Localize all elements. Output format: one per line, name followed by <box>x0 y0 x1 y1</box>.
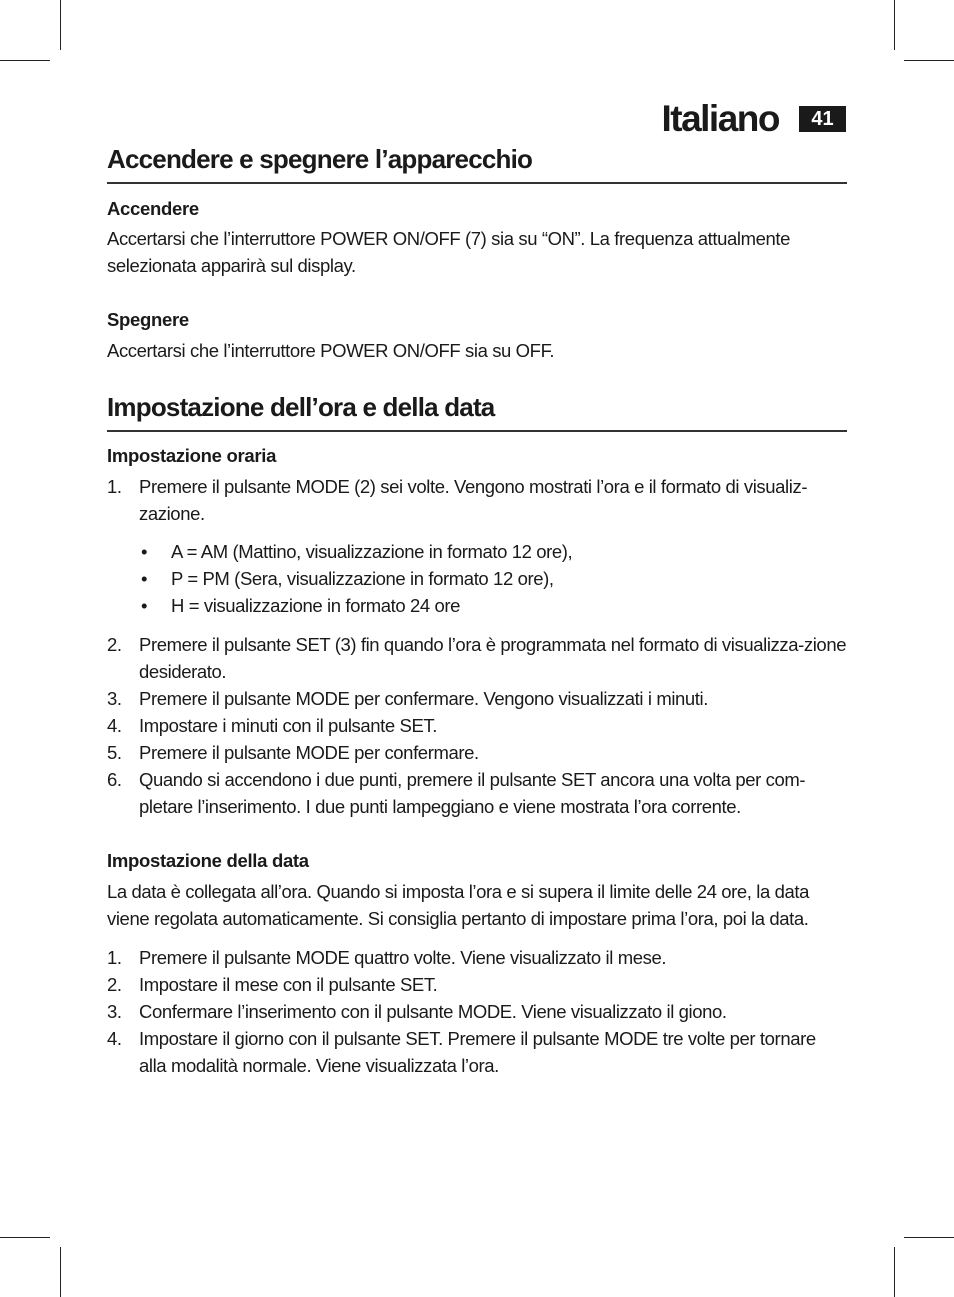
time-steps-list-continued <box>107 631 847 820</box>
list-item: 3. Confermare l’inserimento con il pulsante MODE. Viene visualizzato il giono. <box>107 1001 727 1022</box>
list-item: 3. Premere il pulsante MODE per confermare. Vengono visualizzati i minuti. <box>107 688 709 709</box>
heading-switch-on: Accendere <box>107 198 199 219</box>
time-steps-list <box>107 473 847 527</box>
list-item: 2. Impostare il mese con il pulsante SET. <box>107 974 438 995</box>
crop-mark <box>0 60 50 61</box>
page-content <box>107 142 847 1079</box>
list-item: 6. Quando si accendono i due punti, premere il pulsante SET ancora una volta per com-pletare l’inserimento. I due punti lampeggiano e viene mostrata l’ora corrente. <box>107 769 806 817</box>
language-header <box>661 98 846 140</box>
heading-time-setting: Impostazione oraria <box>107 445 277 466</box>
page-number-badge: 41 <box>799 106 846 132</box>
crop-mark <box>894 1247 895 1297</box>
text-switch-off: Accertarsi che l’interruttore POWER ON/OFF sia su OFF. <box>107 340 555 361</box>
list-item: • P = PM (Sera, visualizzazione in formato 12 ore), <box>141 568 554 589</box>
list-item: 2. Premere il pulsante SET (3) fin quando l’ora è programmata nel formato di visualizza-zione desiderato. <box>107 634 847 682</box>
crop-mark <box>904 60 954 61</box>
date-steps-list <box>107 944 847 1079</box>
list-item: 4. Impostare i minuti con il pulsante SET. <box>107 715 438 736</box>
list-item: • A = AM (Mattino, visualizzazione in formato 12 ore), <box>141 541 573 562</box>
text-date-intro: La data è collegata all’ora. Quando si imposta l’ora e si supera il limite delle 24 ore, la data viene regolata automaticamente. Si consiglia pertanto di impostare prima l’ora, poi la data. <box>107 881 810 929</box>
list-item: • H = visualizzazione in formato 24 ore <box>141 595 461 616</box>
time-format-bullets <box>107 538 847 619</box>
section-title-time-date: Impostazione dell’ora e della data <box>107 390 847 432</box>
crop-mark <box>60 1247 61 1297</box>
heading-switch-off: Spegnere <box>107 309 189 330</box>
section-title-power: Accendere e spegnere l’apparecchio <box>107 142 847 184</box>
text-switch-on: Accertarsi che l’interruttore POWER ON/OFF (7) sia su “ON”. La frequenza attualmente selezionata apparirà sul display. <box>107 228 790 276</box>
crop-mark <box>60 0 61 50</box>
crop-mark <box>0 1237 50 1238</box>
language-title: Italiano <box>661 98 779 139</box>
list-item: 1. Premere il pulsante MODE (2) sei volte. Vengono mostrati l’ora e il formato di visualiz-zazione. <box>107 476 808 524</box>
list-item: 4. Impostare il giorno con il pulsante SET. Premere il pulsante MODE tre volte per tornare alla modalità normale. Viene visualizzata l’ora. <box>107 1028 816 1076</box>
list-item: 1. Premere il pulsante MODE quattro volte. Viene visualizzato il mese. <box>107 947 667 968</box>
crop-mark <box>904 1237 954 1238</box>
crop-mark <box>894 0 895 50</box>
list-item: 5. Premere il pulsante MODE per confermare. <box>107 742 479 763</box>
heading-date-setting: Impostazione della data <box>107 850 309 871</box>
